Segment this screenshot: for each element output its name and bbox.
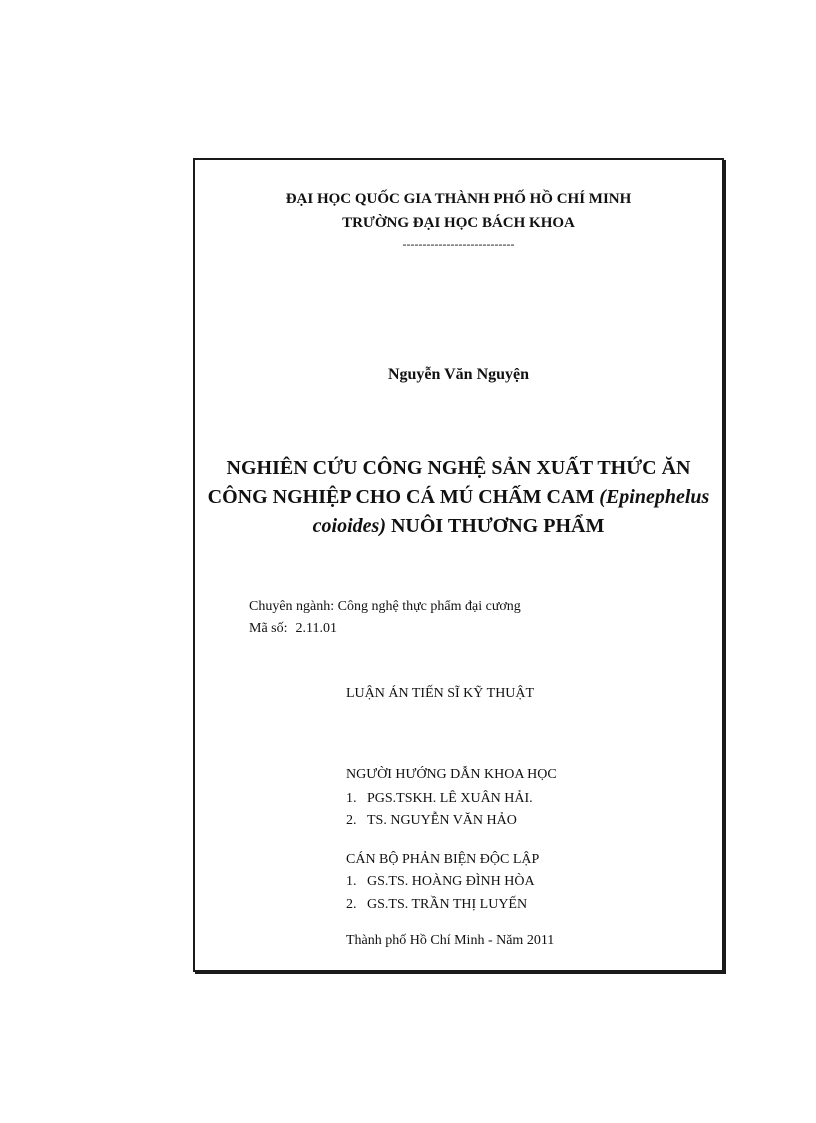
supervisor-name: PGS.TSKH. LÊ XUÂN HẢI. — [367, 791, 533, 806]
code-value: 2.11.01 — [295, 621, 337, 636]
reviewer-item — [346, 897, 527, 913]
title-species-epithet: coioides) — [312, 515, 386, 537]
title-line-3 — [195, 512, 722, 541]
reviewer-number: 1. — [346, 874, 357, 889]
cover-frame — [193, 158, 724, 972]
place-and-year: Thành phố Hồ Chí Minh - Năm 2011 — [346, 933, 555, 948]
degree-title: LUẬN ÁN TIẾN SĨ KỸ THUẬT — [346, 686, 535, 701]
code-line — [249, 621, 337, 637]
reviewer-item — [346, 874, 535, 890]
supervisors-heading: NGƯỜI HƯỚNG DẪN KHOA HỌC — [346, 767, 557, 782]
title-line-1: NGHIÊN CỨU CÔNG NGHỆ SẢN XUẤT THỨC ĂN — [226, 457, 691, 479]
title-line-3-text: NUÔI THƯƠNG PHẨM — [385, 515, 605, 537]
title-line-2-text: CÔNG NGHIỆP CHO CÁ MÚ CHẤM CAM — [207, 486, 600, 508]
supervisor-name: TS. NGUYỄN VĂN HẢO — [367, 813, 517, 828]
reviewer-name: GS.TS. HOÀNG ĐÌNH HÒA — [367, 874, 535, 889]
supervisor-item — [346, 791, 533, 807]
code-label: Mã số: — [249, 621, 288, 636]
divider-line: ---------------------------- — [402, 237, 515, 251]
major-line: Chuyên ngành: Công nghệ thực phẩm đại cương — [249, 599, 521, 614]
supervisor-number: 2. — [346, 813, 357, 828]
supervisor-item — [346, 813, 517, 829]
thesis-title — [195, 454, 722, 541]
supervisor-number: 1. — [346, 791, 357, 806]
title-line-2 — [195, 483, 722, 512]
school-name: TRƯỜNG ĐẠI HỌC BÁCH KHOA — [342, 215, 575, 231]
title-species-genus: (Epinephelus — [599, 486, 710, 508]
university-name: ĐẠI HỌC QUỐC GIA THÀNH PHỐ HỒ CHÍ MINH — [285, 191, 632, 207]
author-name: Nguyễn Văn Nguyện — [387, 366, 530, 383]
reviewer-number: 2. — [346, 897, 357, 912]
reviewer-name: GS.TS. TRẦN THỊ LUYẾN — [367, 897, 528, 912]
reviewers-heading: CÁN BỘ PHẢN BIỆN ĐỘC LẬP — [346, 852, 540, 867]
